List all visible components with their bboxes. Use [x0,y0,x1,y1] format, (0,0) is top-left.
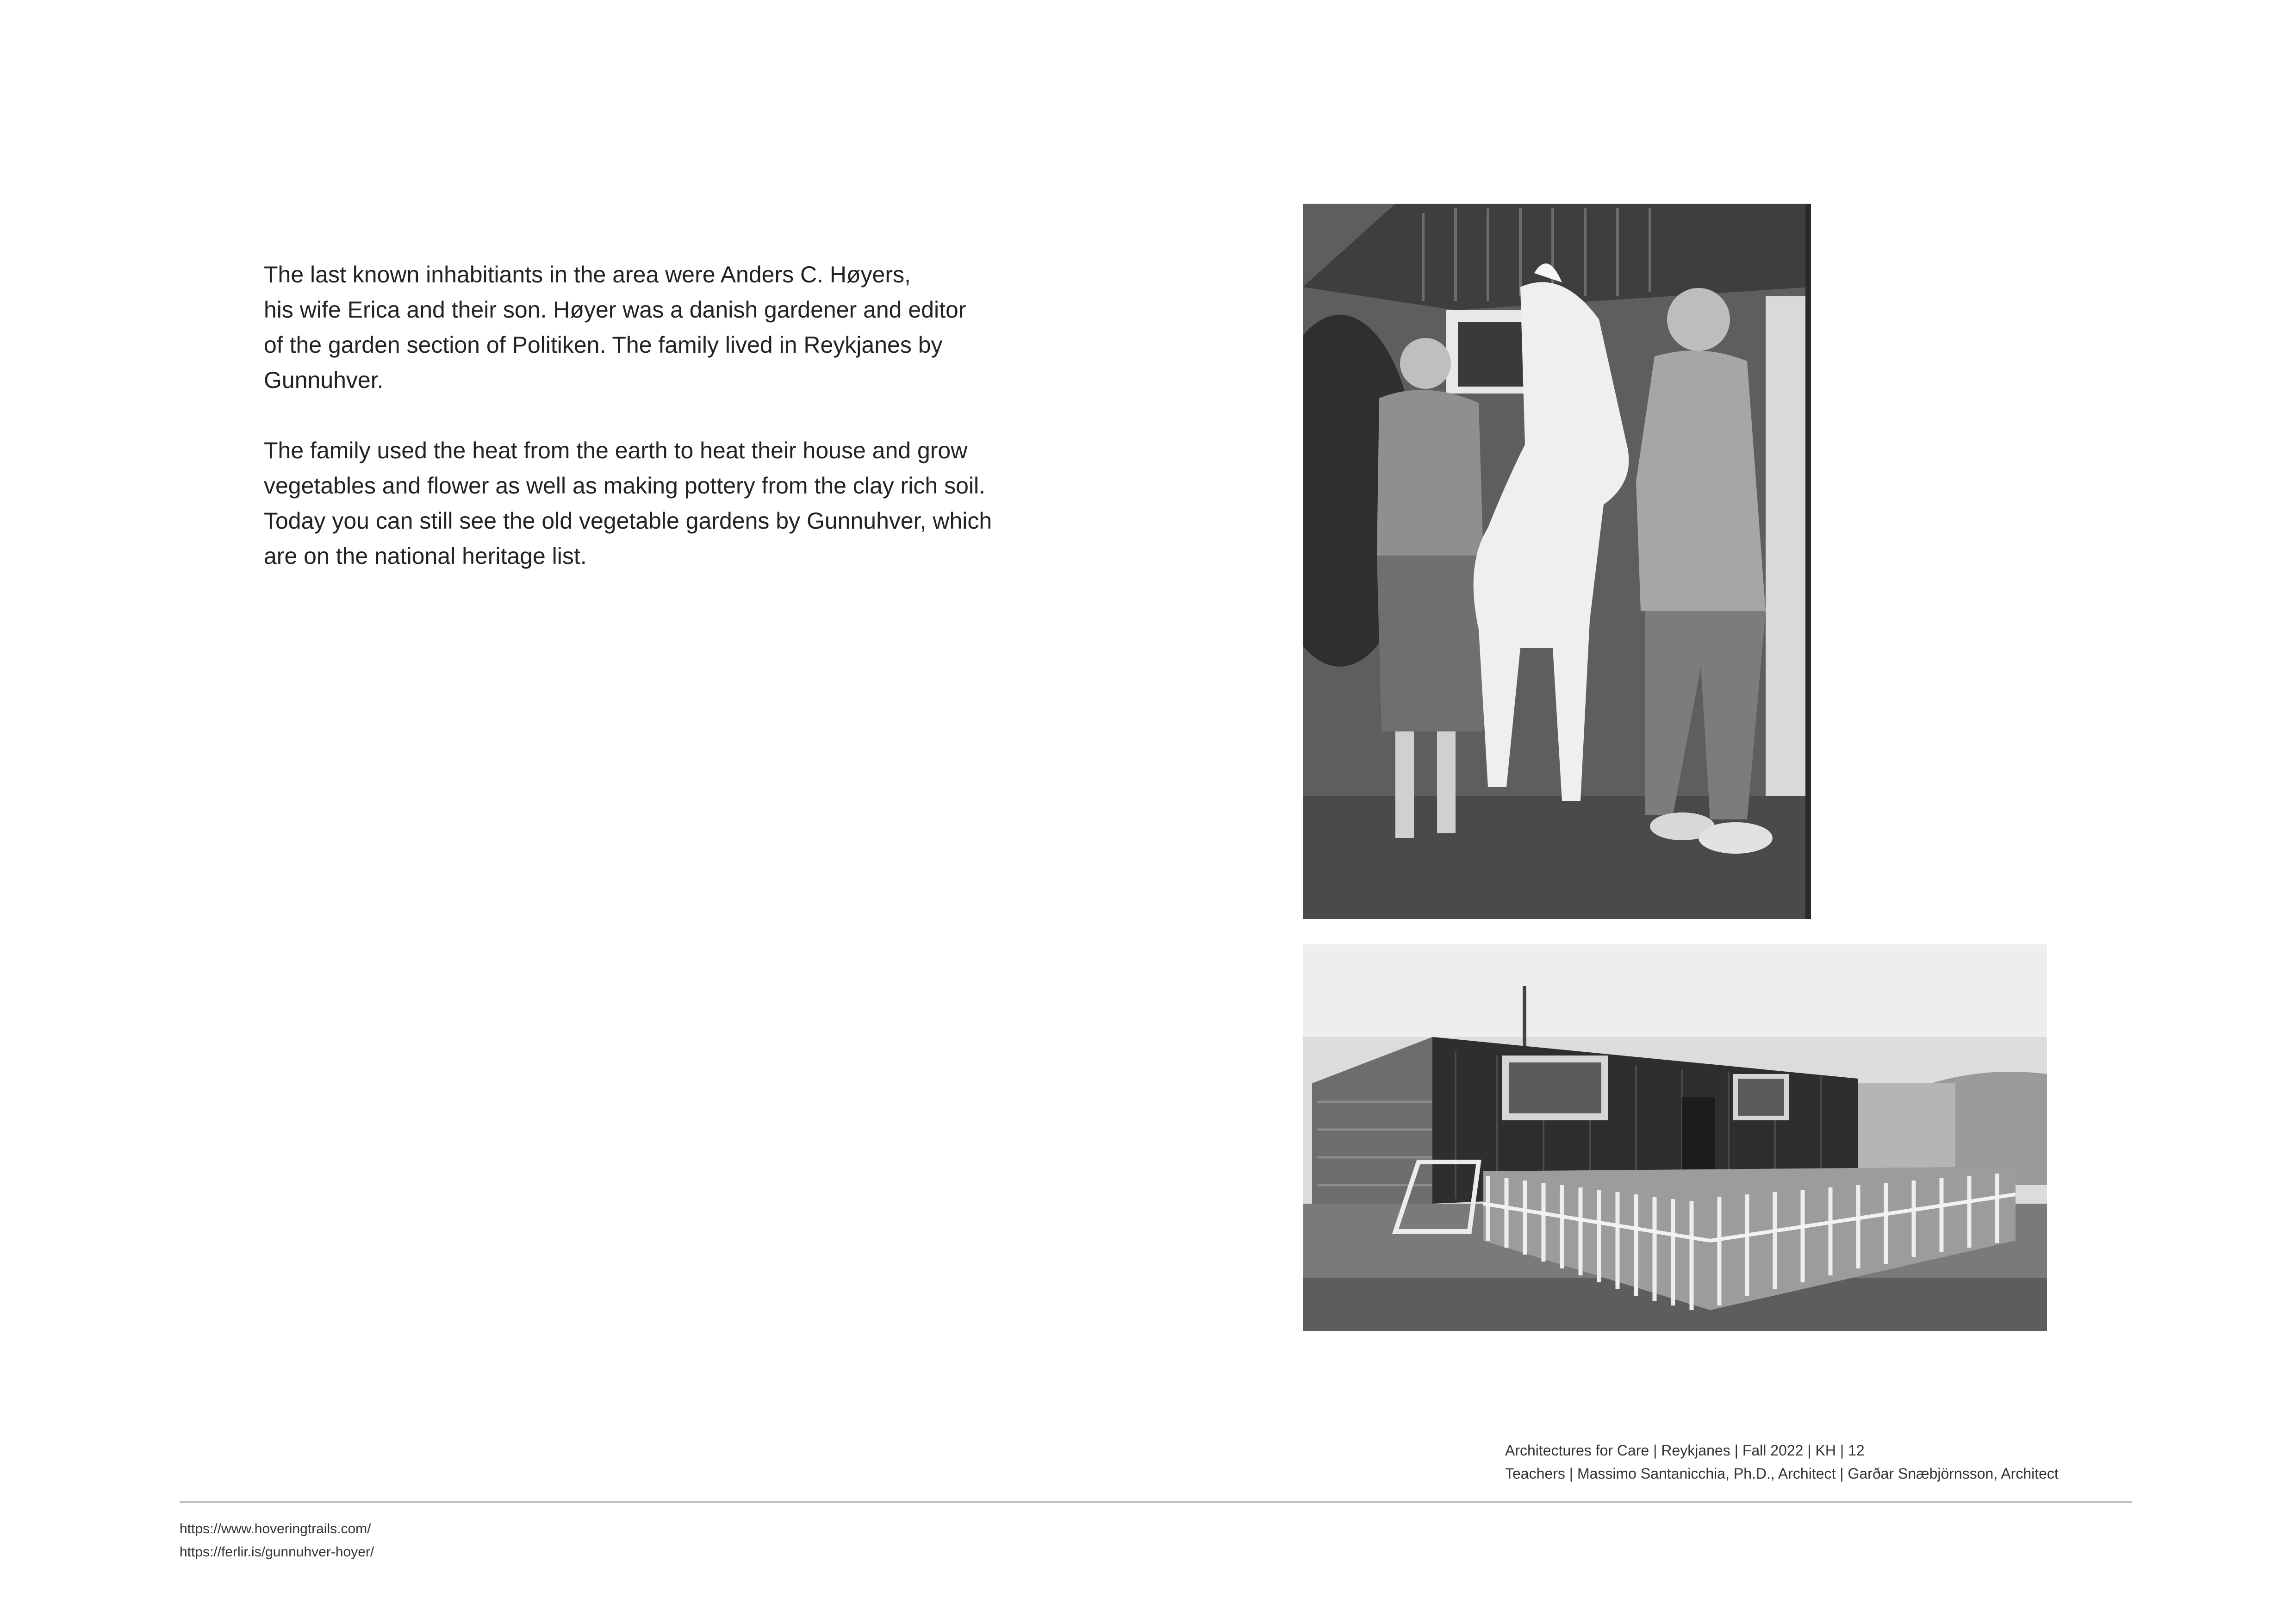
teachers-info: Teachers | Massimo Santanicchia, Ph.D., Architect | Garðar Snæbjörnsson, Architect [1505,1465,2059,1482]
house-garden-illustration [1303,944,2047,1331]
sources-list [180,1518,735,1564]
family-horse-illustration [1303,204,1811,919]
family-horse-photo [1303,204,1811,919]
body-text [264,257,1097,574]
course-info: Architectures for Care | Reykjanes | Fall 2022 | KH | 12 [1505,1442,1865,1459]
paragraph-heat-gardens: The family used the heat from the earth to heat their house and grow vegetables and flower as well as making pottery from the clay rich soil. Today you can still see the old vegetable gardens by Gunnuhver, which are on the national heritage list. [264,437,992,569]
house-garden-photo [1303,944,2047,1331]
paragraph-inhabitants: The last known inhabitiants in the area were Anders C. Høyers, his wife Erica and their son. Høyer was a danish gardener and editor of the garden section of Politiken. The family lived in Reykjanes by Gunnuhver. [264,262,966,393]
footer-divider [180,1501,2132,1503]
source-link[interactable]: https://www.hoveringtrails.com/ [180,1521,371,1537]
footer-meta [1505,1439,2273,1485]
source-link[interactable]: https://ferlir.is/gunnuhver-hoyer/ [180,1544,374,1560]
